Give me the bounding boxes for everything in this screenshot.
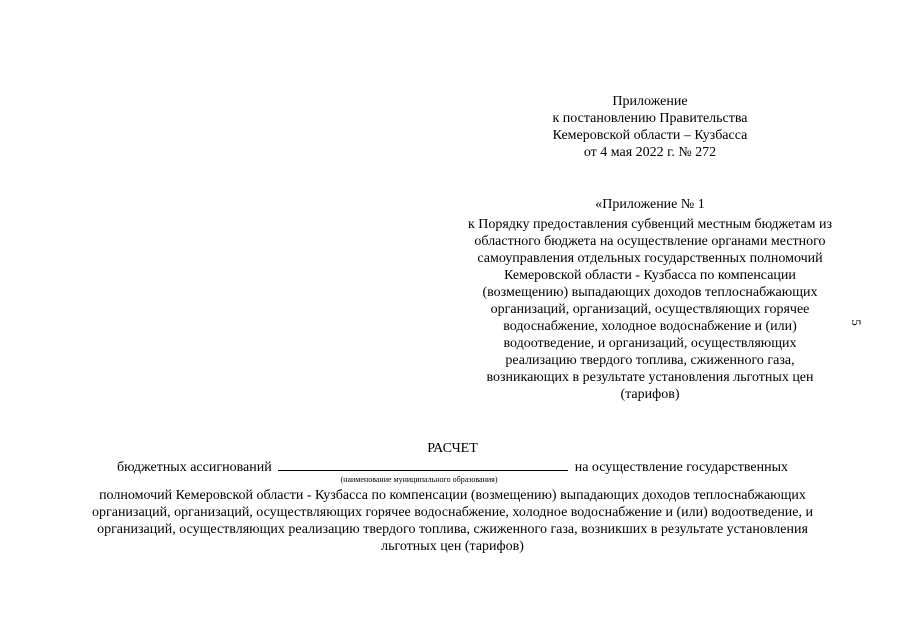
- calculation-title: РАСЧЕТ: [427, 441, 478, 456]
- calculation-fill-row: [0, 458, 905, 476]
- appendix-line-9: реализацию твердого топлива, сжиженного газа,: [505, 353, 795, 368]
- appendix-description: [437, 216, 863, 403]
- header-line-1: Приложение: [612, 94, 688, 109]
- appendix-line-6: организаций, организаций, осуществляющих горячее: [490, 302, 810, 317]
- header-line-2: к постановлению Правительства: [552, 111, 748, 126]
- calculation-prefix: бюджетных ассигнований: [117, 460, 272, 475]
- appendix-line-3: самоуправления отдельных государственных полномочий: [477, 251, 823, 266]
- appendix-title: «Приложение № 1: [595, 197, 705, 212]
- calculation-body-line-2: организаций, организаций, осуществляющих горячее водоснабжение, холодное водоснабжение и (или) водоотведение, и: [91, 505, 814, 520]
- appendix-line-8: водоотведение, и организаций, осуществляющих: [503, 336, 797, 351]
- appendix-line-11: (тарифов): [620, 387, 680, 402]
- appendix-line-10: возникающих в результате установления льготных цен: [486, 370, 814, 385]
- appendix-line-4: Кемеровской области - Кузбасса по компенсации: [504, 268, 796, 283]
- calculation-body-line-1: полномочий Кемеровской области - Кузбасса по компенсации (возмещению) выпадающих доходов теплоснабжающих: [99, 488, 806, 503]
- appendix-line-7: водоснабжение, холодное водоснабжение и (или): [503, 319, 797, 334]
- calculation-suffix: на осуществление государственных: [574, 460, 788, 475]
- header-line-3: Кемеровской области – Кузбасса: [552, 128, 748, 143]
- appendix-line-2: областного бюджета на осуществление органами местного: [474, 234, 826, 249]
- resolution-header: [530, 93, 770, 161]
- blank-field-caption: (наименование муниципального образования): [340, 475, 498, 484]
- calculation-body-line-3: организаций, осуществляющих реализацию твердого топлива, сжиженного газа, возникших в результате установления: [97, 522, 808, 537]
- header-line-4: от 4 мая 2022 г. № 272: [583, 145, 717, 160]
- municipality-blank-field[interactable]: [278, 458, 568, 471]
- appendix-line-1: к Порядку предоставления субвенций местным бюджетам из: [467, 217, 833, 232]
- calculation-body-line-4: льготных цен (тарифов): [381, 539, 524, 554]
- appendix-line-5: (возмещению) выпадающих доходов теплоснабжающих: [482, 285, 818, 300]
- page-number: 5: [848, 319, 864, 326]
- calculation-body: [40, 487, 865, 555]
